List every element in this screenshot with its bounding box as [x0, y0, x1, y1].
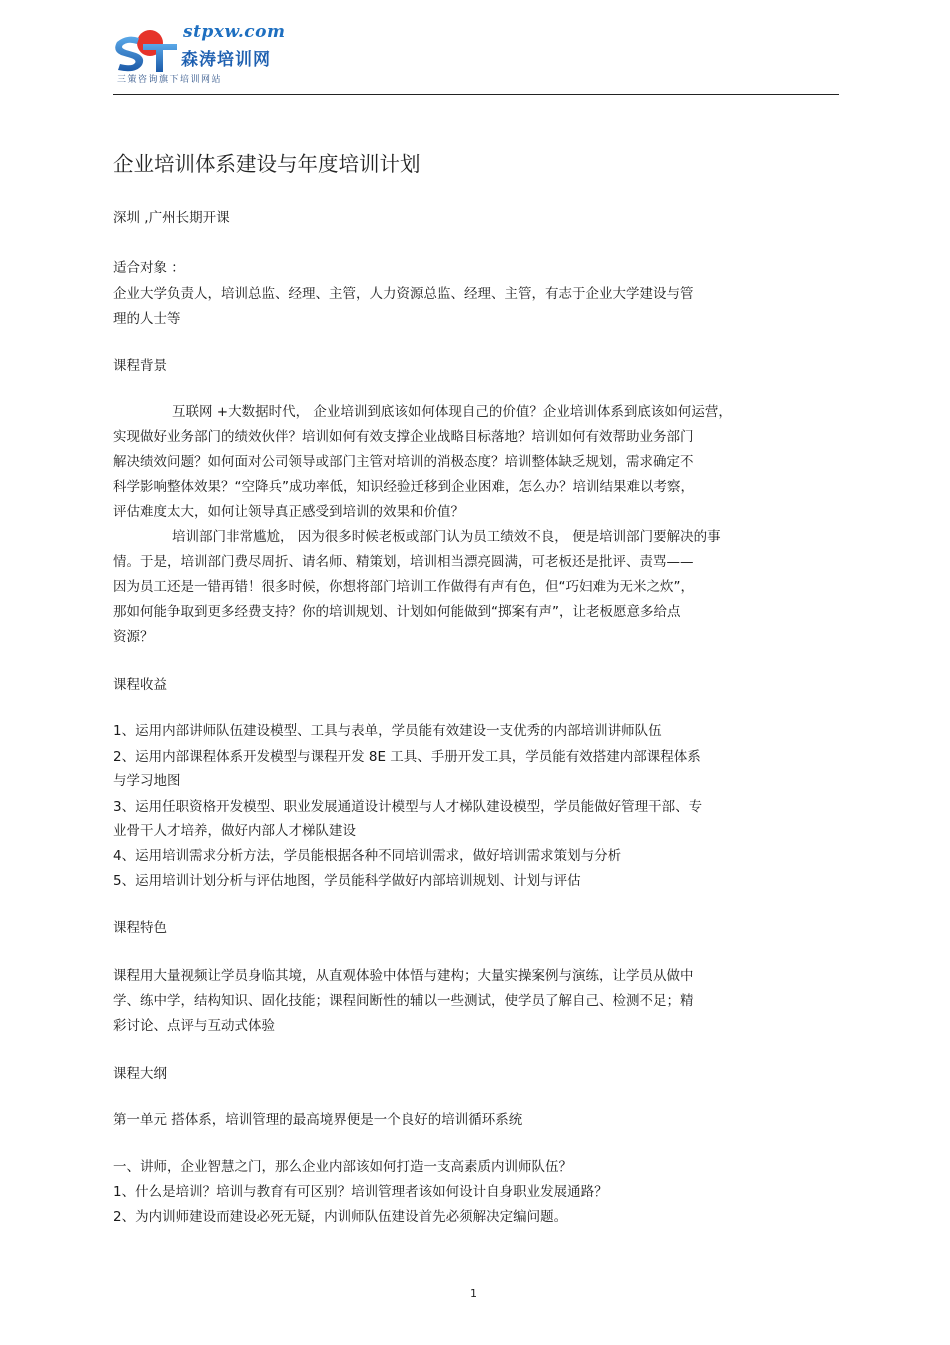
- outline-line: 1、什么是培训？培训与教育有可区别？培训管理者该如何设计自身职业发展通路？: [113, 1184, 608, 1200]
- benefit-line: 2、运用内部课程体系开发模型与课程开发 8E 工具、手册开发工具，学员能有效搭建内部课程体系: [113, 749, 701, 765]
- document-title: 企业培训体系建设与年度培训计划: [113, 152, 421, 176]
- background-line: 情。于是，培训部门费尽周折、请名师、精策划，培训相当漂亮圆满，可老板还是批评、责骂——: [113, 554, 694, 570]
- background-line: 资源？: [113, 629, 154, 645]
- logo-st-mark-icon: [113, 26, 181, 76]
- page-header: [113, 18, 839, 98]
- benefit-line: 3、运用任职资格开发模型、职业发展通道设计模型与人才梯队建设模型，学员能做好管理干部、专: [113, 799, 703, 815]
- outline-line: 2、为内训师建设而建设必死无疑，内训师队伍建设首先必须解决定编问题。: [113, 1209, 568, 1225]
- benefit-line: 5、运用培训计划分析与评估地图，学员能科学做好内部培训规划、计划与评估: [113, 873, 581, 889]
- feature-line: 彩讨论、点评与互动式体验: [113, 1018, 275, 1034]
- background-line: 那如何能争取到更多经费支持？你的培训规划、计划如何能做到“掷案有声”，让老板愿意多给点: [113, 604, 681, 620]
- background-line: 科学影响整体效果？“空降兵”成功率低，知识经验迁移到企业困难，怎么办？培训结果难以考察，: [113, 479, 694, 495]
- logo-name: 森涛培训网: [181, 50, 271, 70]
- background-line: 因为员工还是一错再错！很多时候，你想将部门培训工作做得有声有色，但“巧妇难为无米之炊”，: [113, 579, 694, 595]
- background-line: 培训部门非常尴尬， 因为很多时候老板或部门认为员工绩效不良， 便是培训部门要解决的事: [172, 529, 721, 545]
- feature-line: 课程用大量视频让学员身临其境，从直观体验中体悟与建构；大量实操案例与演练，让学员从做中: [113, 968, 694, 984]
- logo-url-text: stpxw.com: [183, 22, 286, 42]
- header-divider: [113, 94, 839, 95]
- outline-line: 一、讲师，企业智慧之门，那么企业内部该如何打造一支高素质内训师队伍？: [113, 1159, 572, 1175]
- outline-unit-title: 第一单元 搭体系，培训管理的最高境界便是一个良好的培训循环系统: [113, 1112, 523, 1128]
- background-line: 互联网 +大数据时代， 企业培训到底该如何体现自己的价值？企业培训体系到底该如何运营，: [172, 404, 732, 420]
- course-location: 深圳 ,广州长期开课: [113, 210, 230, 226]
- features-heading: 课程特色: [113, 920, 167, 936]
- site-logo: [113, 18, 303, 86]
- logo-tagline: 三策咨询旗下培训网站: [117, 75, 223, 85]
- benefits-heading: 课程收益: [113, 677, 167, 693]
- benefit-line: 业骨干人才培养，做好内部人才梯队建设: [113, 823, 356, 839]
- benefit-line: 1、运用内部讲师队伍建设模型、工具与表单，学员能有效建设一支优秀的内部培训讲师队伍: [113, 723, 662, 739]
- audience-line: 理的人士等: [113, 311, 181, 327]
- benefit-line: 4、运用培训需求分析方法，学员能根据各种不同培训需求，做好培训需求策划与分析: [113, 848, 622, 864]
- benefit-line: 与学习地图: [113, 773, 181, 789]
- background-line: 评估难度太大，如何让领导真正感受到培训的效果和价值？: [113, 504, 464, 520]
- feature-line: 学、练中学，结构知识、固化技能；课程间断性的辅以一些测试，使学员了解自己、检测不足；精: [113, 993, 694, 1009]
- background-line: 解决绩效问题？如何面对公司领导或部门主管对培训的消极态度？培训整体缺乏规划，需求确定不: [113, 454, 694, 470]
- page-number: 1: [470, 1287, 477, 1300]
- background-heading: 课程背景: [113, 358, 167, 374]
- background-line: 实现做好业务部门的绩效伙伴？培训如何有效支撑企业战略目标落地？培训如何有效帮助业务部门: [113, 429, 694, 445]
- outline-heading: 课程大纲: [113, 1066, 167, 1082]
- audience-line: 企业大学负责人，培训总监、经理、主管，人力资源总监、经理、主管，有志于企业大学建设与管: [113, 286, 694, 302]
- audience-label: 适合对象 ：: [113, 260, 185, 276]
